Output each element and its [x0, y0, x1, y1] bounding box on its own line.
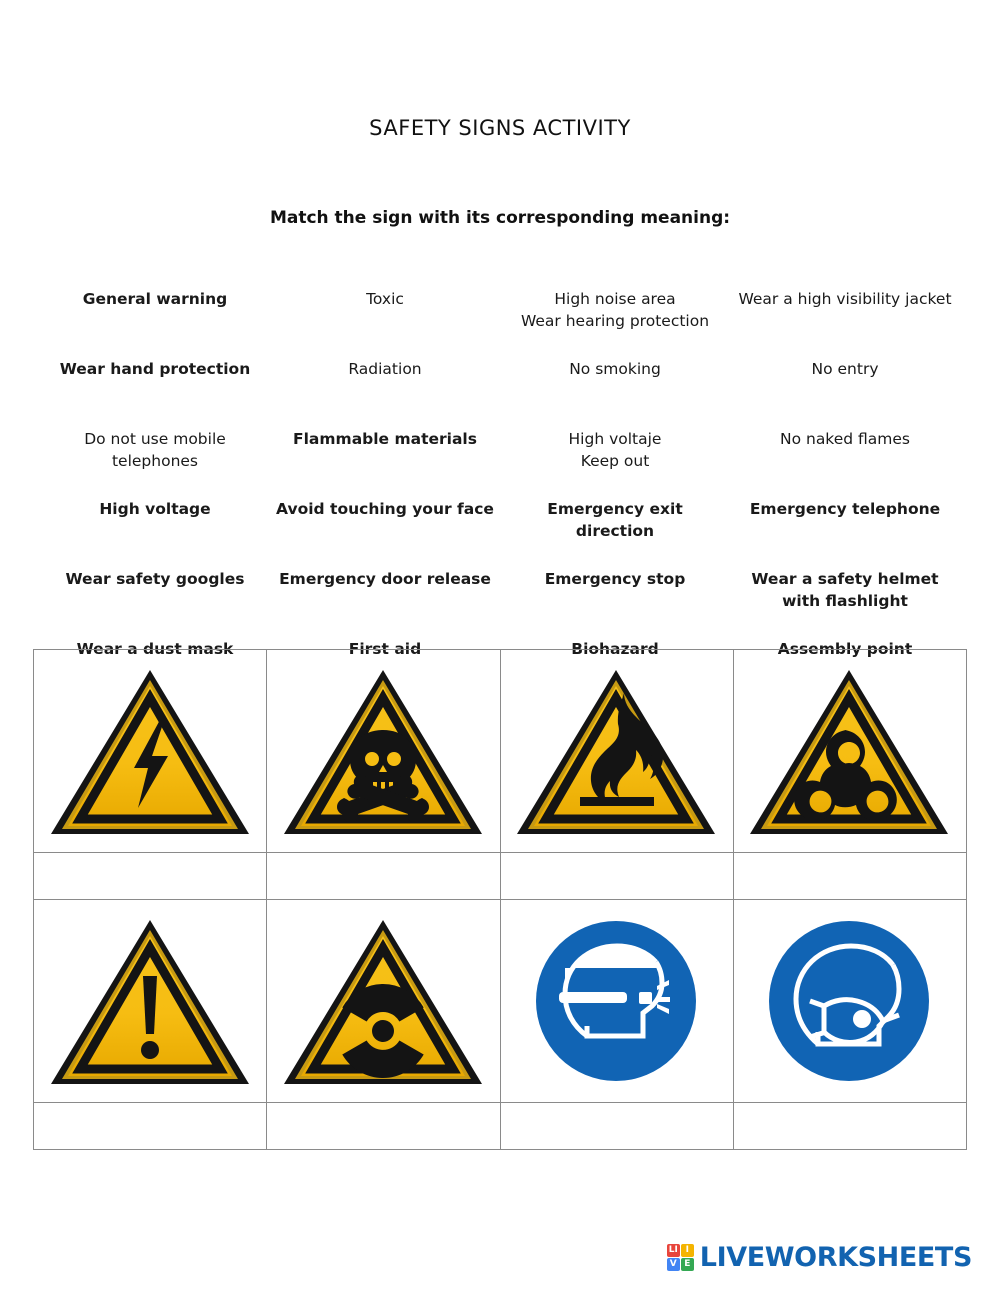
- word-bank-item: High voltaje Keep out: [568, 430, 662, 470]
- word-bank-item: Wear a safety helmet with flashlight: [751, 570, 939, 610]
- word-bank-item: Emergency exit direction: [547, 500, 683, 540]
- dust-mask-sign: [762, 914, 937, 1089]
- sign-cell-safety-helmet-flashlight: [500, 900, 733, 1103]
- word-bank-item: Wear a dust mask: [76, 640, 234, 658]
- radiation-sign: [281, 914, 486, 1089]
- answer-cell[interactable]: [267, 853, 500, 900]
- answer-cell[interactable]: [267, 1103, 500, 1150]
- answer-row: [34, 853, 967, 900]
- liveworksheets-logo[interactable]: [667, 1242, 972, 1273]
- general-warning-sign: [48, 914, 253, 1089]
- word-bank-item: Toxic: [366, 290, 404, 308]
- answer-cell[interactable]: [34, 853, 267, 900]
- word-bank-item: Biohazard: [571, 640, 659, 658]
- word-bank-item: High voltage: [99, 500, 211, 518]
- word-bank-item: Emergency stop: [544, 570, 686, 588]
- logo-letter-e: E: [681, 1258, 694, 1271]
- sign-cell-general-warning: [34, 900, 267, 1103]
- answer-cell[interactable]: [733, 1103, 966, 1150]
- page-title: SAFETY SIGNS ACTIVITY: [369, 116, 631, 140]
- table-row: [34, 650, 967, 853]
- instruction-text: Match the sign with its corresponding meaning:: [269, 208, 731, 228]
- word-bank-item: Assembly point: [777, 640, 913, 658]
- word-bank-item: Avoid touching your face: [276, 500, 494, 518]
- word-bank-item: Flammable materials: [293, 430, 477, 448]
- word-bank-item: No naked flames: [779, 430, 911, 448]
- answer-row: [34, 1103, 967, 1150]
- answer-cell[interactable]: [733, 853, 966, 900]
- word-bank-item: Wear a high visibility jacket: [738, 290, 952, 308]
- logo-mark-icon: [667, 1244, 694, 1271]
- toxic-sign: [281, 664, 486, 839]
- answer-cell[interactable]: [500, 853, 733, 900]
- word-bank-grid: [40, 288, 960, 682]
- word-bank-item: Radiation: [348, 360, 422, 378]
- word-bank-item: Wear hand protection: [59, 360, 251, 378]
- word-bank-item: First aid: [348, 640, 422, 658]
- logo-letter-i: I: [681, 1244, 694, 1257]
- logo-text: LIVEWORKSHEETS: [699, 1242, 972, 1273]
- table-row: [34, 900, 967, 1103]
- flammable-materials-sign: [514, 664, 719, 839]
- high-voltage-sign: [48, 664, 253, 839]
- signs-table: [33, 649, 967, 1150]
- word-bank-item: General warning: [82, 290, 228, 308]
- word-bank-item: Emergency telephone: [749, 500, 941, 518]
- logo-letter-v: V: [667, 1258, 680, 1271]
- word-bank-item: No smoking: [569, 360, 661, 378]
- word-bank-item: No entry: [811, 360, 879, 378]
- answer-cell[interactable]: [500, 1103, 733, 1150]
- sign-cell-high-voltage: [34, 650, 267, 853]
- word-bank-item: Do not use mobile telephones: [84, 430, 226, 470]
- sign-cell-radiation: [267, 900, 500, 1103]
- sign-cell-toxic: [267, 650, 500, 853]
- word-bank-item: High noise area Wear hearing protection: [520, 290, 710, 330]
- answer-cell[interactable]: [34, 1103, 267, 1150]
- logo-letter-l: LI: [668, 1245, 678, 1255]
- safety-helmet-flashlight-sign: [529, 914, 704, 1089]
- sign-cell-dust-mask: [733, 900, 966, 1103]
- sign-cell-flammable: [500, 650, 733, 853]
- biohazard-sign: [747, 664, 952, 839]
- word-bank-item: Wear safety googles: [65, 570, 245, 588]
- word-bank-item: Emergency door release: [279, 570, 491, 588]
- sign-cell-biohazard: [733, 650, 966, 853]
